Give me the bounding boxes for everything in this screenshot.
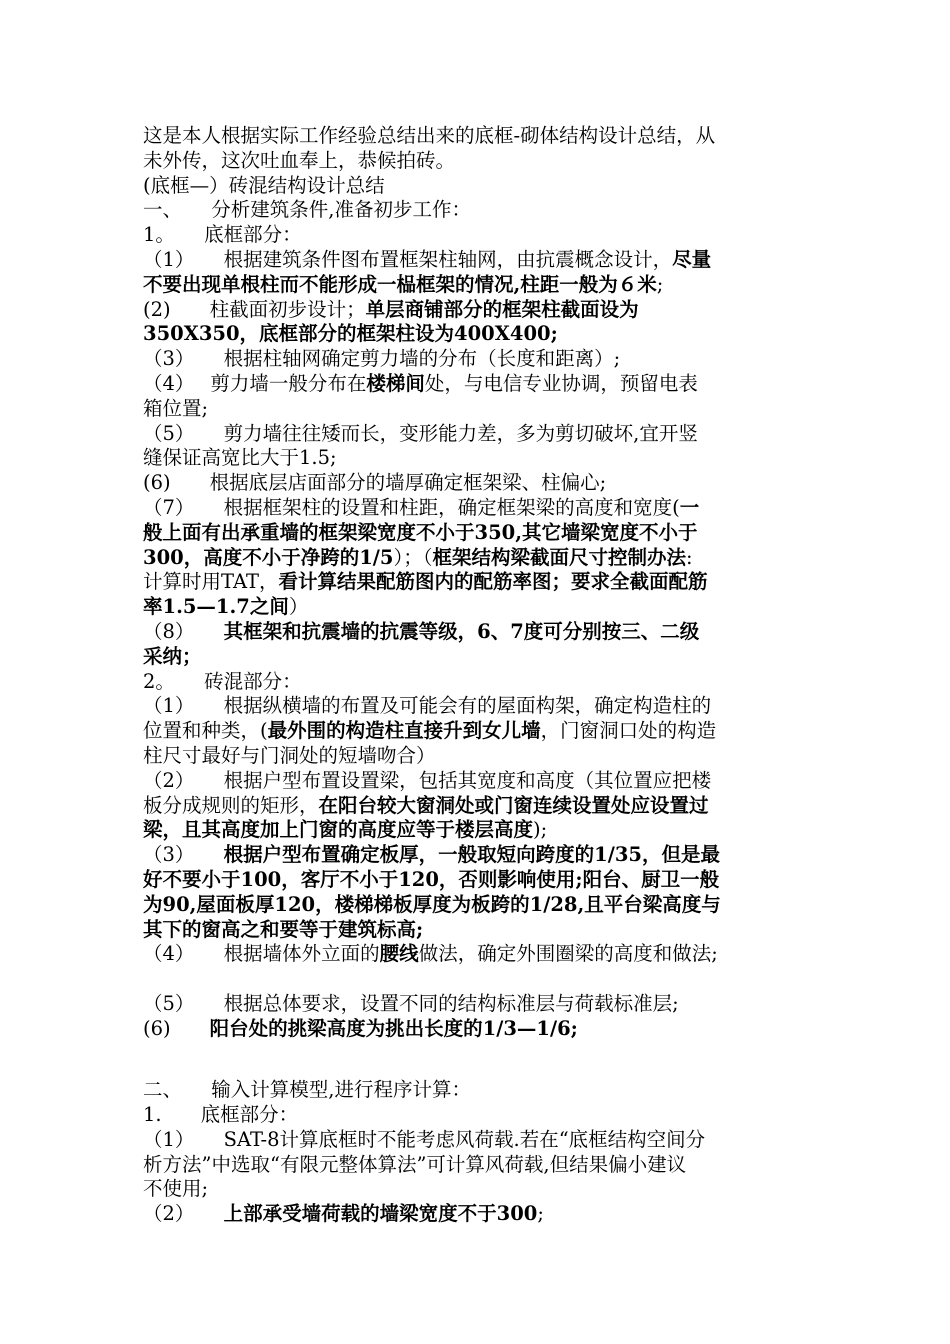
item-2-2-cont-2 [143,818,823,843]
text: （8） [143,619,224,643]
item-2-6 [143,1017,823,1042]
item-1-5-cont: 缝保证高宽比大于1.5; [143,446,337,470]
text: 位置和种类，( [143,719,268,743]
text: : [686,545,693,569]
item-2-5: （5） 根据总体要求，设置不同的结构标准层与荷载标准层; [143,991,679,1015]
item-1-1-cont [143,273,823,298]
item-3-1-cont-1: 析方法”中选取“有限元整体算法”可计算风荷载,但结果偏小建议 [143,1152,687,1176]
bold-text: 单层商铺部分的框架柱截面设为 [365,297,639,321]
document-title: (底框—）砖混结构设计总结 [143,173,385,197]
text: 板分成规则的矩形， [143,793,319,817]
item-2-3-cont-1 [143,868,823,893]
item-1-1 [143,248,823,273]
item-2-3-cont-2 [143,893,823,918]
text: 计算时用TAT， [143,570,279,594]
item-1-8 [143,620,823,645]
text: ; [656,272,664,296]
intro-line-2: 未外传，这次吐血奉上，恭候拍砖。 [143,148,456,172]
item-1-2 [143,298,823,323]
item-2-3 [143,843,823,868]
bold-text: 般上面有出承重墙的框架梁宽度不小于350,其它墙梁宽度不小于 [143,520,698,544]
item-2-1-cont-2: 柱尺寸最好与门洞处的短墙吻合） [143,743,436,767]
text: ） [288,595,309,619]
section-2-heading: 二、 输入计算模型,进行程序计算： [143,1078,471,1102]
item-1-8-cont [143,645,823,670]
bold-text: 其框架和抗震墙的抗震等级，6、7度可分别按三、二级 [223,619,700,643]
bold-text: 好不要小于100，客厅不小于120，否则影响使用;阳台、厨卫一般 [143,867,720,891]
bold-text: 一 [679,495,700,519]
item-2-1: （1） 根据纵横墙的布置及可能会有的屋面构架，确定构造柱的 [143,694,712,718]
subsection-masonry-heading: 2。 砖混部分： [143,669,302,693]
bold-text: 不要出现单根柱而不能形成一榀框架的情况,柱距一般为６米 [143,272,657,296]
bold-text: 采纳； [143,644,202,668]
item-2-2: （2） 根据户型布置设置梁，包括其宽度和高度（其位置应把楼 [143,768,712,792]
intro-line-1: 这是本人根据实际工作经验总结出来的底框-砌体结构设计总结，从 [143,124,716,147]
text: ; [537,1202,544,1226]
text: ); [533,818,548,842]
spacer [143,1066,823,1078]
item-1-5: （5） 剪力墙往往矮而长，变形能力差，多为剪切破坏,宜开竖 [143,421,698,445]
bold-text: 最外围的构造柱直接升到女儿墙 [267,719,541,743]
item-1-3: （3） 根据柱轴网确定剪力墙的分布（长度和距离）; [143,347,621,371]
item-1-4-cont: 箱位置; [143,396,209,420]
bold-text: 根据户型布置确定板厚，一般取短向跨度的1/35，但是最 [223,843,720,867]
text: (6) [143,1016,210,1040]
item-1-7-cont-2 [143,546,823,571]
text: 做法，确定外围圈梁的高度和做法; [418,942,718,966]
subsection-frame-heading: 1。 底框部分： [143,223,302,247]
item-2-2-cont-1 [143,794,823,819]
bold-text: 在阳台较大窗洞处或门窗连续设置处应设置过 [318,793,709,817]
bold-text: 其下的窗高之和要等于建筑标高; [143,917,424,941]
bold-text: 腰线 [379,942,419,966]
bold-text: 楼梯间 [366,371,425,395]
spacer [143,1041,823,1066]
item-1-7-cont-1 [143,521,823,546]
text: 处，与电信专业协调，预留电表 [424,371,698,395]
bold-text: 350X350，底框部分的框架柱设为400X400; [143,322,558,346]
text: （4） 剪力墙一般分布在 [143,371,367,395]
section-1-heading: 一、 分析建筑条件,准备初步工作： [143,198,471,222]
item-2-4 [143,942,823,967]
bold-text: 为90,屋面板厚120，楼梯梯板厚度为板跨的1/28,且平台梁高度与 [143,892,721,916]
text: （2） [143,1202,224,1226]
bold-text: 看计算结果配筋图内的配筋率图；要求全截面配筋 [278,570,708,594]
text: （4） 根据墙体外立面的 [143,942,380,966]
item-3-1: （1） SAT-8计算底框时不能考虑风荷载.若在“底框结构空间分 [143,1127,706,1151]
text: （7） 根据框架柱的设置和柱距，确定框架梁的高度和宽度( [143,495,680,519]
text: (2) 柱截面初步设计； [143,297,366,321]
item-1-7-cont-4 [143,595,823,620]
bold-text: 300，高度不小于净跨的1/5 [143,545,394,569]
item-3-2 [143,1202,823,1227]
item-1-4 [143,372,823,397]
text: ）；（ [393,545,433,569]
bold-text: 阳台处的挑梁高度为挑出长度的1/3—1/6; [209,1016,578,1040]
text: ，门窗洞口处的构造 [540,719,717,743]
spacer [143,967,823,992]
bold-text: 梁，且其高度加上门窗的高度应等于楼层高度 [143,818,534,842]
item-1-6: (6) 根据底层店面部分的墙厚确定框架梁、柱偏心; [143,471,607,495]
item-1-7 [143,496,823,521]
bold-text: 上部承受墙荷载的墙梁宽度不于300 [223,1202,538,1226]
item-1-7-cont-3 [143,570,823,595]
bold-text: 框架结构梁截面尺寸控制办法 [432,545,686,569]
text: （3） [143,843,224,867]
item-3-1-cont-2: 不使用; [143,1177,209,1201]
item-2-3-cont-3 [143,918,823,943]
bold-text: 尽量 [672,247,712,271]
item-2-1-cont-1 [143,719,823,744]
text: （1） 根据建筑条件图布置框架柱轴网，由抗震概念设计， [143,247,673,271]
item-1-2-cont [143,322,823,347]
subsection-frame-calc-heading: 1. 底框部分： [143,1103,299,1127]
bold-text: 率1.5—1.7之间 [143,595,289,619]
document-body [143,124,823,1227]
